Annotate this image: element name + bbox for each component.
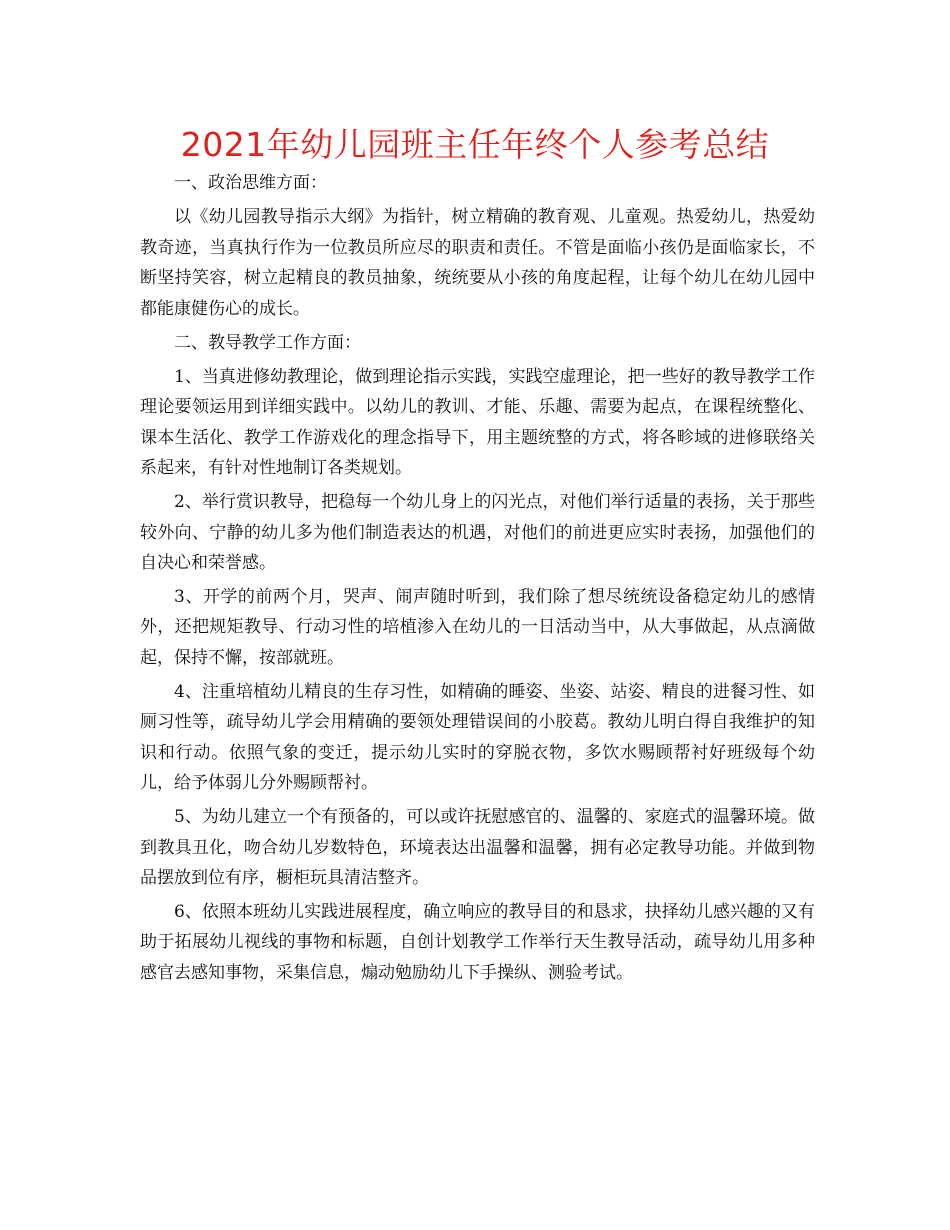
paragraph-item-5: 5、为幼儿建立一个有预备的，可以或许抚慰感官的、温馨的、家庭式的温馨环境。做到教具丑化，吻合幼儿岁数特色，环境表达出温馨和温馨，拥有必定教导功能。并做到物品摆放到位有序，橱柜玩具清洁整齐。 — [140, 807, 815, 888]
paragraph-item-1: 1、当真进修幼教理论，做到理论指示实践，实践空虚理论，把一些好的教导教学工作理论要领运用到详细实践中。以幼儿的教训、才能、乐趣、需要为起点，在课程统整化、课本生活化、教学工作游戏化的理念指导下，用主题统整的方式，将各畛域的进修联络关系起来，有针对性地制订各类规划。 — [140, 367, 815, 479]
paragraph-item-3: 3、开学的前两个月，哭声、闹声随时听到，我们除了想尽统统设备稳定幼儿的感情外，还把规矩教导、行动习性的培植渗入在幼儿的一日活动当中，从大事做起，从点滴做起，保持不懈，按部就班。 — [140, 587, 815, 668]
paragraph-item-6: 6、依照本班幼儿实践进展程度，确立响应的教导目的和恳求，抉择幼儿感兴趣的又有助于拓展幼儿视线的事物和标题，自创计划教学工作举行天生教导活动，疏导幼儿用多种感官去感知事物，采集信息，煽动勉励幼儿下手操纵、测验考试。 — [140, 901, 815, 983]
paragraph-item-2: 2、举行赏识教导，把稳每一个幼儿身上的闪光点，对他们举行适量的表扬，关于那些较外向、宁静的幼儿多为他们制造表达的机遇，对他们的前进更应实时表扬，加强他们的自决心和荣誉感。 — [140, 492, 815, 574]
section-heading-teaching: 二、教导教学工作方面： — [174, 332, 361, 353]
document-title: 2021年幼儿园班主任年终个人参考总结 — [180, 125, 770, 164]
paragraph-item-4: 4、注重培植幼儿精良的生存习性，如精确的睡姿、坐姿、站姿、精良的进餐习性、如厕习性等，疏导幼儿学会用精确的要领处理错误间的小胶葛。教幼儿明白得自我维护的知识和行动。依照气象的变迁，提示幼儿实时的穿脱衣物，多饮水赐顾帮衬好班级每个幼儿，给予体弱儿分外赐顾帮衬。 — [140, 681, 815, 794]
paragraph-politics: 以《幼儿园教导指示大纲》为指针，树立精确的教育观、儿童观。热爱幼儿，热爱幼教奇迹，当真执行作为一位教员所应尽的职责和责任。不管是面临小孩仍是面临家长，不断坚持笑容，树立起精良的教员抽象，统统要从小孩的角度起程，让每个幼儿在幼儿园中都能康健伤心的成长。 — [140, 207, 815, 319]
document-body — [140, 168, 815, 992]
section-heading-politics: 一、政治思维方面： — [174, 173, 327, 193]
